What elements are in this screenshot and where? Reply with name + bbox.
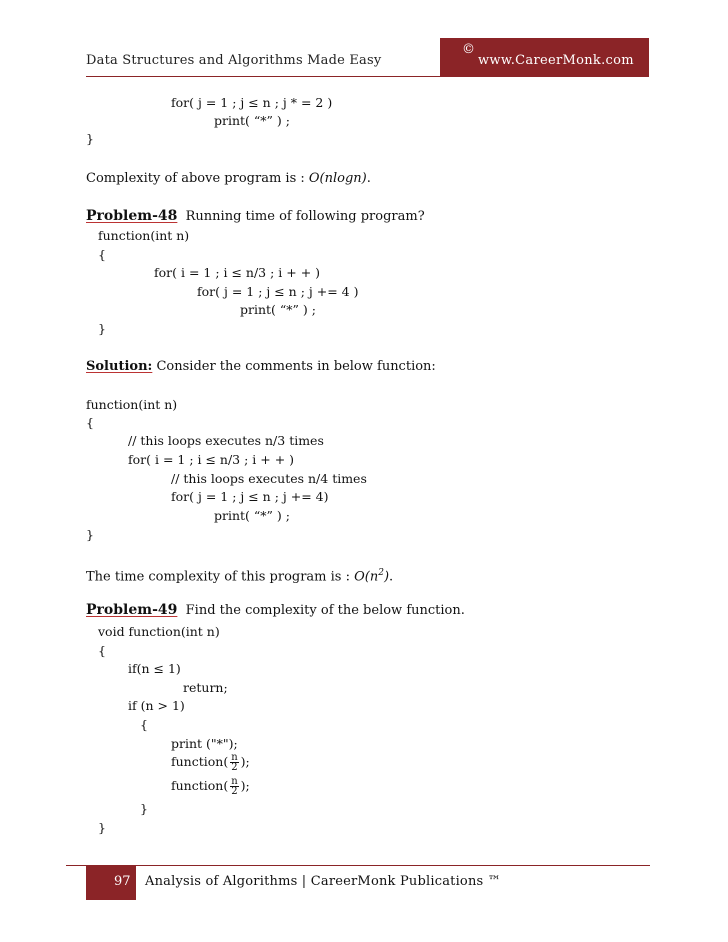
code-line: // this loops executes n/4 times xyxy=(171,471,367,486)
code-line: { xyxy=(98,643,106,658)
complexity-end: . xyxy=(366,171,371,186)
fraction-numerator: n xyxy=(231,776,238,787)
complexity-expression: O(nlogn) xyxy=(308,171,367,186)
solution-label: Solution: xyxy=(86,359,153,374)
problem-label: Problem-49 xyxy=(86,602,178,618)
call-end: ); xyxy=(240,754,250,769)
code-line: print ("*"); xyxy=(171,736,238,751)
footer-text: Analysis of Algorithms | CareerMonk Publications ™ xyxy=(145,874,501,889)
code-line: { xyxy=(140,717,148,732)
code-line: } xyxy=(140,801,148,816)
code-line: for( j = 1 ; j ≤ n ; j * = 2 ) xyxy=(171,95,333,110)
website-banner xyxy=(440,38,649,76)
code-line: for( i = 1 ; i ≤ n/3 ; i + + ) xyxy=(154,265,321,280)
code-line: if(n ≤ 1) xyxy=(128,661,181,676)
code-line: for( i = 1 ; i ≤ n/3 ; i + + ) xyxy=(128,452,295,467)
code-line: } xyxy=(86,527,94,542)
complexity-expression: O(n xyxy=(354,569,379,585)
code-line: print( “*” ) ; xyxy=(214,113,290,128)
call-end: ); xyxy=(240,778,250,793)
code-line: function(int n) xyxy=(86,397,178,412)
code-line: { xyxy=(98,247,106,262)
call-text: function( xyxy=(171,754,229,769)
complexity-end: . xyxy=(389,569,394,585)
fraction-denominator: 2 xyxy=(231,786,238,797)
problem-label: Problem-48 xyxy=(86,208,178,224)
copyright-symbol: © xyxy=(462,42,475,57)
code-line: for( j = 1 ; j ≤ n ; j += 4) xyxy=(171,489,329,504)
complexity-text: The time complexity of this program is : xyxy=(86,569,355,585)
code-line: print( “*” ) ; xyxy=(240,302,316,317)
problem-49-heading xyxy=(86,601,465,620)
code-line: } xyxy=(98,321,106,336)
solution-heading xyxy=(86,358,436,376)
fraction-denominator: 2 xyxy=(231,762,238,773)
complexity-close: ) xyxy=(383,569,390,585)
call-text: function( xyxy=(171,778,229,793)
code-line: function(int n) xyxy=(98,228,190,243)
code-line: } xyxy=(86,131,94,146)
fraction-numerator: n xyxy=(231,752,238,763)
code-line-recursive-call xyxy=(171,777,250,796)
problem-question: Find the complexity of the below function. xyxy=(185,603,465,618)
footer-divider xyxy=(66,865,650,866)
code-line: print( “*” ) ; xyxy=(214,508,290,523)
header-divider xyxy=(86,76,649,77)
problem-48-heading xyxy=(86,207,425,226)
code-line-recursive-call xyxy=(171,753,250,772)
code-line: void function(int n) xyxy=(98,624,220,639)
complexity-text: Complexity of above program is : xyxy=(86,171,309,186)
code-line: { xyxy=(86,415,94,430)
solution-text: Consider the comments in below function: xyxy=(156,359,436,374)
website-link[interactable]: www.CareerMonk.com xyxy=(478,53,634,68)
complexity-exponent: 2 xyxy=(378,568,384,578)
code-line: // this loops executes n/3 times xyxy=(128,433,324,448)
complexity-statement xyxy=(86,170,371,188)
time-complexity-statement xyxy=(86,564,393,586)
code-line: return; xyxy=(183,680,228,695)
book-title: Data Structures and Algorithms Made Easy xyxy=(86,53,382,68)
code-line: for( j = 1 ; j ≤ n ; j += 4 ) xyxy=(197,284,359,299)
problem-question: Running time of following program? xyxy=(185,209,425,224)
fraction xyxy=(230,753,238,772)
code-line: } xyxy=(98,820,106,835)
code-line: if (n > 1) xyxy=(128,698,185,713)
page-number-box xyxy=(86,866,136,900)
page-number: 97 xyxy=(114,874,131,889)
fraction xyxy=(230,777,238,796)
